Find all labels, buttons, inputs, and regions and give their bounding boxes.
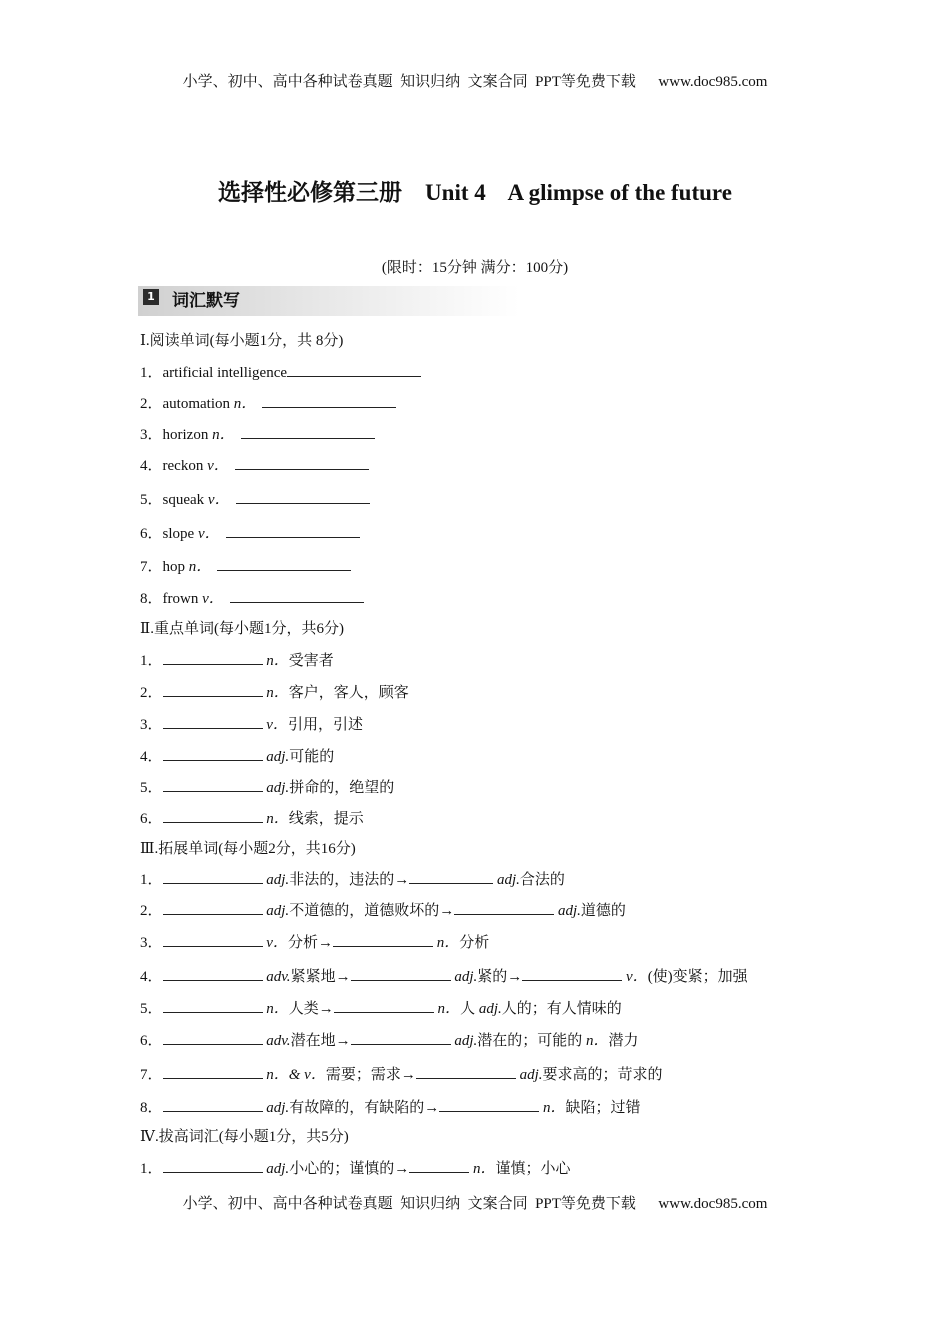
- section-banner: [138, 286, 520, 316]
- list-item: 1． adj.小心的；谨慎的→ n．谨慎；小心: [140, 1158, 570, 1179]
- answer-blank[interactable]: [416, 1064, 516, 1079]
- answer-blank[interactable]: [163, 808, 263, 823]
- list-item: 6． n．线索，提示: [140, 808, 364, 829]
- answer-blank[interactable]: [409, 1158, 469, 1173]
- answer-blank[interactable]: [522, 966, 622, 981]
- list-item: 4． adv.紧紧地→ adj.紧的→ v．(使)变紧；加强: [140, 966, 748, 987]
- banner-label: 词汇默写: [172, 291, 240, 311]
- list-item: 3．horizon n．: [140, 424, 375, 445]
- answer-blank[interactable]: [163, 900, 263, 915]
- answer-blank[interactable]: [217, 556, 351, 571]
- answer-blank[interactable]: [351, 966, 451, 981]
- list-item: 5． n．人类→ n．人 adj.人的；有人情味的: [140, 998, 622, 1019]
- answer-blank[interactable]: [230, 588, 364, 603]
- list-item: 5． adj.拼命的，绝望的: [140, 777, 394, 798]
- answer-blank[interactable]: [226, 523, 360, 538]
- section-heading: Ⅱ.重点单词(每小题1分，共6分): [140, 621, 344, 637]
- answer-blank[interactable]: [163, 746, 263, 761]
- answer-blank[interactable]: [236, 489, 370, 504]
- number-badge-icon: 1: [143, 289, 159, 305]
- answer-blank[interactable]: [163, 966, 263, 981]
- section-heading: Ⅲ.拓展单词(每小题2分，共16分): [140, 841, 356, 857]
- answer-blank[interactable]: [334, 998, 434, 1013]
- answer-blank[interactable]: [235, 455, 369, 470]
- page-footer: 小学、初中、高中各种试卷真题 知识归纳 文案合同 PPT等免费下载 www.doc985.com: [182, 1196, 768, 1212]
- list-item: 1．artificial intelligence: [140, 362, 421, 383]
- answer-blank[interactable]: [163, 1030, 263, 1045]
- list-item: 7．hop n．: [140, 556, 351, 577]
- page-header: 小学、初中、高中各种试卷真题 知识归纳 文案合同 PPT等免费下载 www.doc985.com: [182, 74, 768, 90]
- list-item: 8． adj.有故障的，有缺陷的→ n．缺陷；过错: [140, 1097, 640, 1118]
- section-heading: Ⅰ.阅读单词(每小题1分，共 8分): [140, 333, 344, 349]
- list-item: 6．slope v．: [140, 523, 360, 544]
- answer-blank[interactable]: [262, 393, 396, 408]
- answer-blank[interactable]: [163, 650, 263, 665]
- time-limit-note: (限时：15分钟 满分：100分): [381, 260, 569, 276]
- list-item: 4．reckon v．: [140, 455, 369, 476]
- answer-blank[interactable]: [163, 932, 263, 947]
- answer-blank[interactable]: [163, 1064, 263, 1079]
- answer-blank[interactable]: [163, 777, 263, 792]
- answer-blank[interactable]: [163, 682, 263, 697]
- list-item: 2． adj.不道德的，道德败坏的→ adj.道德的: [140, 900, 626, 921]
- list-item: 6． adv.潜在地→ adj.潜在的；可能的 n．潜力: [140, 1030, 639, 1051]
- answer-blank[interactable]: [241, 424, 375, 439]
- list-item: 8．frown v．: [140, 588, 364, 609]
- list-item: 2．automation n．: [140, 393, 396, 414]
- page-title: 选择性必修第三册 Unit 4 A glimpse of the future: [218, 180, 732, 205]
- answer-blank[interactable]: [409, 869, 493, 884]
- answer-blank[interactable]: [439, 1097, 539, 1112]
- list-item: 7． n．& v．需要；需求→ adj.要求高的；苛求的: [140, 1064, 663, 1085]
- list-item: 3． v．分析→ n．分析: [140, 932, 489, 953]
- list-item: 2． n．客户，客人，顾客: [140, 682, 409, 703]
- list-item: 3． v．引用，引述: [140, 714, 363, 735]
- answer-blank[interactable]: [351, 1030, 451, 1045]
- list-item: 1． n．受害者: [140, 650, 334, 671]
- list-item: 5．squeak v．: [140, 489, 370, 510]
- answer-blank[interactable]: [163, 1097, 263, 1112]
- list-item: 4． adj.可能的: [140, 746, 334, 767]
- answer-blank[interactable]: [163, 714, 263, 729]
- answer-blank[interactable]: [333, 932, 433, 947]
- answer-blank[interactable]: [287, 362, 421, 377]
- list-item: 1． adj.非法的，违法的→ adj.合法的: [140, 869, 565, 890]
- answer-blank[interactable]: [163, 998, 263, 1013]
- answer-blank[interactable]: [163, 1158, 263, 1173]
- answer-blank[interactable]: [163, 869, 263, 884]
- section-heading: Ⅳ.拔高词汇(每小题1分，共5分): [140, 1129, 349, 1145]
- answer-blank[interactable]: [454, 900, 554, 915]
